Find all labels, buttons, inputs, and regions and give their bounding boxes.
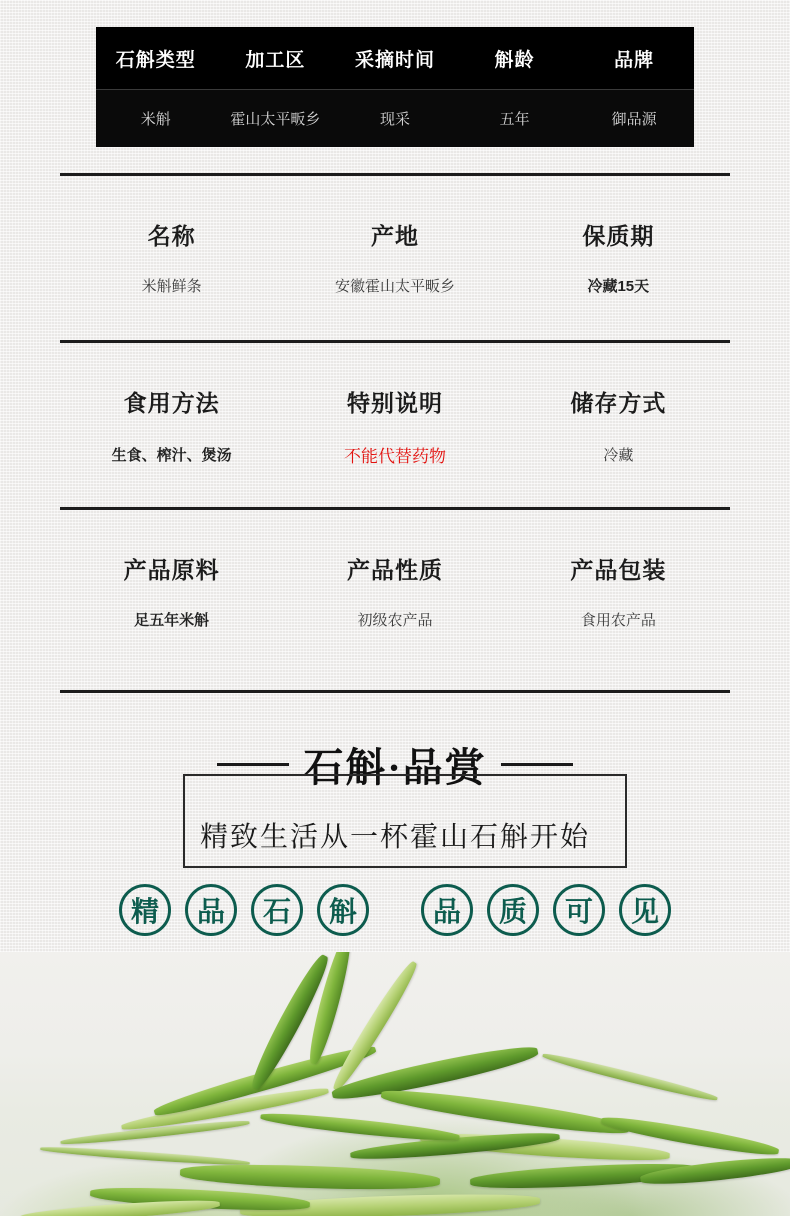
spec-value-cell: 五年 [499, 111, 530, 128]
divider [60, 173, 730, 176]
spec-header-cell: 品牌 [614, 49, 655, 71]
spec-table [96, 27, 694, 147]
info-value: 足五年米斛 [134, 612, 210, 629]
info-value-row [60, 609, 730, 630]
info-block-bottom-divider [60, 690, 730, 693]
info-title: 产品性质 [346, 557, 443, 583]
info-value: 食用农产品 [580, 612, 656, 629]
info-value-row [60, 442, 730, 467]
circled-char: 可 [553, 884, 605, 936]
info-value: 生食、榨汁、煲汤 [111, 447, 232, 464]
spec-value-cell: 御品源 [611, 111, 657, 128]
info-title-row [60, 552, 730, 585]
info-title-row [60, 385, 730, 418]
info-title: 产地 [370, 223, 419, 249]
circled-char: 精 [119, 884, 171, 936]
info-title: 特别说明 [346, 390, 443, 416]
info-title: 保质期 [582, 223, 655, 249]
circled-char: 品 [421, 884, 473, 936]
info-block-product [60, 507, 730, 660]
spec-header-cell: 加工区 [245, 49, 306, 71]
divider [60, 340, 730, 343]
info-value: 米斛鲜条 [141, 278, 202, 295]
circled-slogan [0, 884, 790, 936]
info-title: 储存方式 [570, 390, 667, 416]
appreciation-section [0, 718, 790, 855]
info-value: 安徽霍山太平畈乡 [334, 278, 455, 295]
info-title-row [60, 218, 730, 251]
spec-value-cell: 米斛 [140, 111, 171, 128]
spec-header-cell: 斛龄 [494, 49, 535, 71]
info-value: 冷藏 [603, 447, 634, 464]
circled-char: 品 [185, 884, 237, 936]
circled-char: 见 [619, 884, 671, 936]
spec-table-value-row [96, 89, 694, 147]
spec-header-cell: 石斛类型 [115, 49, 196, 71]
circled-char: 斛 [317, 884, 369, 936]
spec-value-cell: 现采 [379, 111, 410, 128]
info-title: 产品包装 [570, 557, 667, 583]
circled-char: 石 [251, 884, 303, 936]
info-value-row [60, 275, 730, 296]
info-title: 食用方法 [123, 390, 220, 416]
divider [60, 690, 730, 693]
dash-left-icon [217, 763, 289, 766]
appreciation-title: 石斛·品赏 [303, 745, 487, 790]
appreciation-subtitle: 精致生活从一杯霍山石斛开始 [199, 822, 590, 853]
info-title: 产品原料 [123, 557, 220, 583]
info-block-basic [60, 173, 730, 326]
spec-table-header-row [96, 27, 694, 89]
info-value-warning: 不能代替药物 [343, 447, 446, 466]
circled-char: 质 [487, 884, 539, 936]
info-value: 冷藏15天 [587, 278, 650, 295]
info-block-usage [60, 340, 730, 497]
product-photo [0, 952, 790, 1216]
info-title: 名称 [147, 223, 196, 249]
info-value: 初级农产品 [357, 612, 433, 629]
dash-right-icon [501, 763, 573, 766]
spec-value-cell: 霍山太平畈乡 [230, 111, 321, 128]
divider [60, 507, 730, 510]
spec-header-cell: 采摘时间 [354, 49, 435, 71]
